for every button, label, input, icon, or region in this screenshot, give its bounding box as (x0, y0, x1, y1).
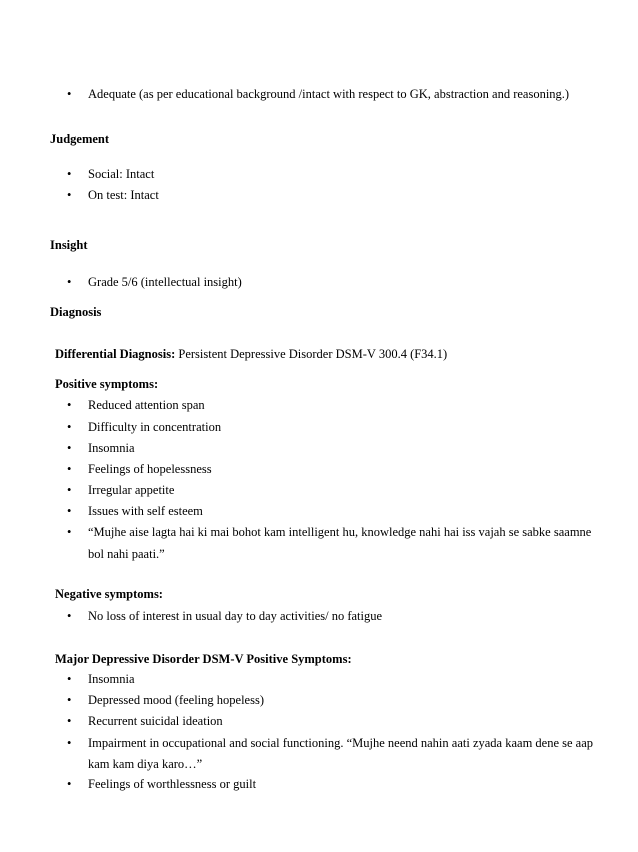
positive-item: Reduced attention span (88, 398, 205, 412)
bullet: • (67, 167, 72, 181)
insight-grade: Grade 5/6 (intellectual insight) (88, 275, 242, 289)
bullet: • (67, 188, 72, 202)
bullet: • (67, 693, 72, 707)
mdd-item: Insomnia (88, 672, 135, 686)
bullet: • (67, 87, 72, 101)
mdd-item-quote: Impairment in occupational and social functioning. “Mujhe neend nahin aati zyada kaam dene se aap (88, 736, 594, 750)
bullet: • (67, 672, 72, 686)
bullet: • (67, 420, 72, 434)
bullet: • (67, 483, 72, 497)
positive-item-quote: “Mujhe aise lagta hai ki mai bohot kam intelligent hu, knowledge nahi hai iss vajah se sabke saamne (88, 525, 592, 539)
positive-symptoms-heading: Positive symptoms: (55, 377, 159, 391)
negative-symptoms-heading: Negative symptoms: (55, 587, 163, 601)
differential-label: Differential Diagnosis: (55, 347, 176, 361)
bullet: • (67, 504, 72, 518)
bullet: • (67, 714, 72, 728)
positive-item-quote-continuation: bol nahi paati.” (88, 547, 165, 561)
mdd-item: Feelings of worthlessness or guilt (88, 777, 257, 791)
differential-value: Persistent Depressive Disorder DSM-V 300.4 (F34.1) (175, 347, 448, 361)
mdd-item: Depressed mood (feeling hopeless) (88, 693, 264, 707)
positive-item: Feelings of hopelessness (88, 462, 212, 476)
positive-item: Difficulty in concentration (88, 420, 222, 434)
insight-heading: Insight (50, 238, 88, 252)
mdd-heading: Major Depressive Disorder DSM-V Positive Symptoms: (55, 652, 352, 666)
judgement-social: Social: Intact (88, 167, 155, 181)
bullet: • (67, 525, 72, 539)
mdd-item-quote-continuation: kam kam diya karo…” (88, 757, 203, 771)
mdd-item: Recurrent suicidal ideation (88, 714, 223, 728)
bullet: • (67, 398, 72, 412)
bullet: • (67, 736, 72, 750)
judgement-heading: Judgement (50, 132, 110, 146)
positive-item: Insomnia (88, 441, 135, 455)
bullet: • (67, 462, 72, 476)
intelligence-item: Adequate (as per educational background /intact with respect to GK, abstraction and reasoning.) (88, 87, 570, 101)
bullet: • (67, 275, 72, 289)
negative-item: No loss of interest in usual day to day activities/ no fatigue (88, 609, 383, 623)
bullet: • (67, 609, 72, 623)
differential-diagnosis (55, 347, 447, 362)
judgement-test: On test: Intact (88, 188, 159, 202)
bullet: • (67, 441, 72, 455)
diagnosis-heading: Diagnosis (50, 305, 102, 319)
bullet: • (67, 777, 72, 791)
positive-item: Irregular appetite (88, 483, 175, 497)
positive-item: Issues with self esteem (88, 504, 203, 518)
